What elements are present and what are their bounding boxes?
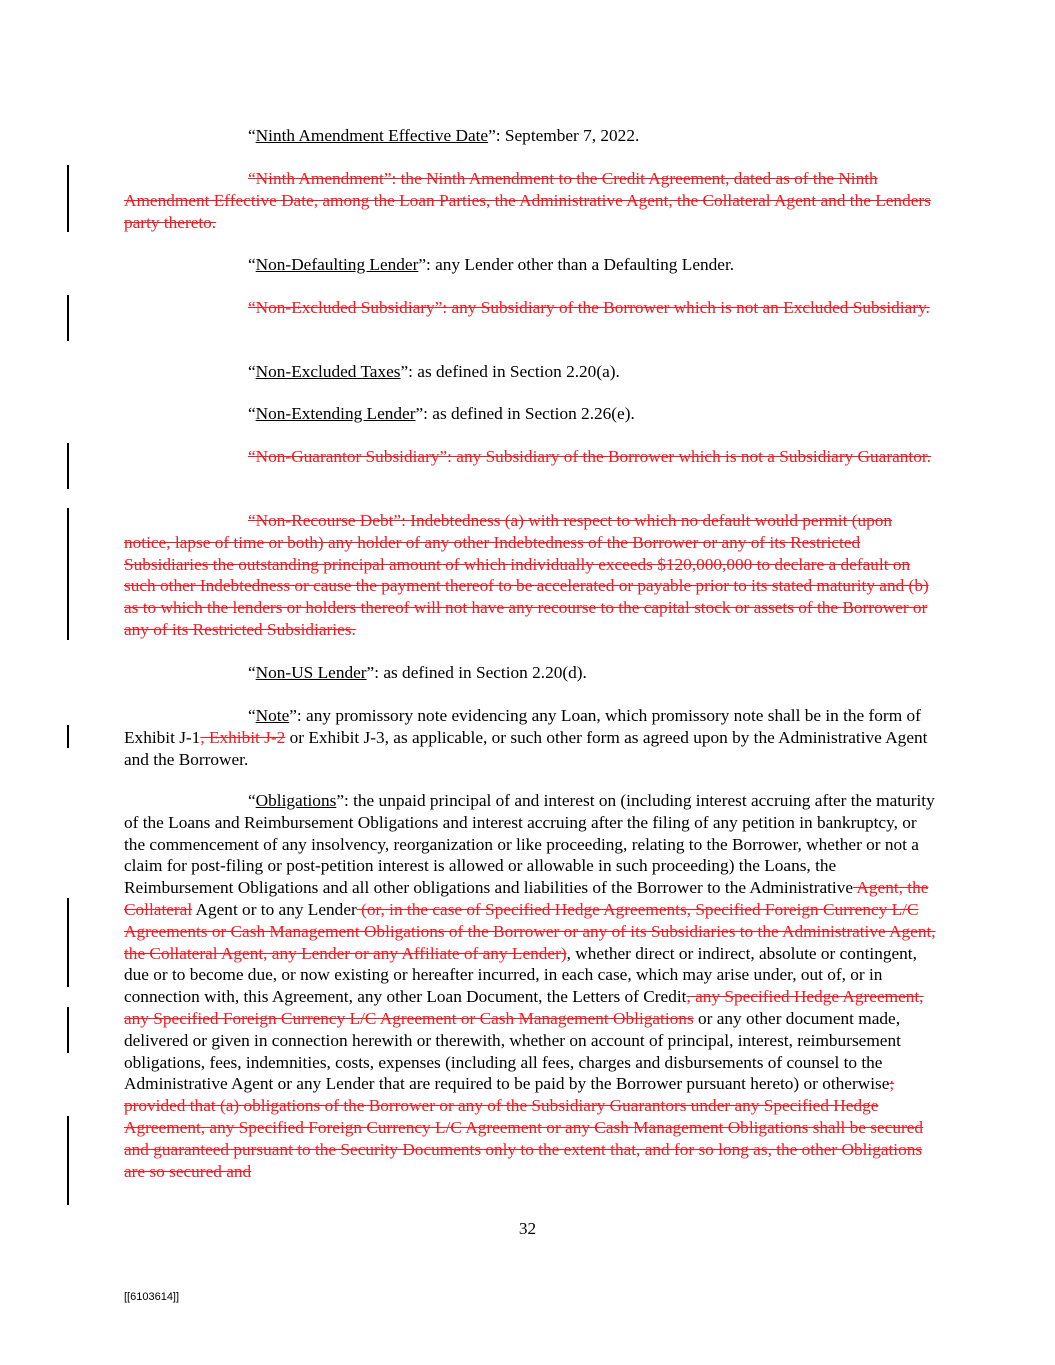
definition-non-excluded-subsidiary-deleted: “Non-Excluded Subsidiary”: any Subsidiary of the Borrower which is not an Excluded Subsidiary. — [248, 298, 930, 317]
deleted-text: , any Specified Hedge Agreement, any Specified Foreign Currency L/C Agreement or Cash Management Obligations — [124, 987, 924, 1028]
defined-term: Non-Excluded Subsidiary — [255, 298, 435, 317]
definition-text: ”: any promissory note evidencing any Loan, which promissory note shall be in the form of Exhibit J-1 — [124, 706, 921, 747]
definition-text: ”: as defined in Section 2.20(d). — [366, 663, 587, 682]
definition-text: or any other document made, delivered or given in connection herewith or therewith, whether on account of principal, interest, reimbursement obligations, fees, indemnities, costs, expenses (including all fees, charges and disbursements of counsel to the Administrative Agent or any Lender that are required to be paid by the Borrower pursuant hereto) or otherwise — [124, 1008, 901, 1094]
defined-term: Non-Recourse Debt — [255, 511, 394, 530]
defined-term: Non-Defaulting Lender — [255, 255, 419, 274]
defined-term: Obligations — [255, 791, 337, 810]
page-number: 32 — [518, 1219, 537, 1238]
definition-text: ”: the unpaid principal of and interest on (including interest accruing after the maturity of the Loans and Reimbursement Obligations and interest accruing after the filing of any petition in bankruptcy, or the commencement of any insolvency, reorganization or like proceeding, relating to the Borrower, whether or not a claim for post-filing or post-petition interest is allowed or allowable in such proceeding) the Loans, the Reimbursement Obligations and all other obligations and liabilities of the Borrower to the Administrative — [124, 791, 935, 898]
deleted-text: ; provided that (a) obligations of the Borrower or any of the Subsidiary Guarantors under any Specified Hedge Agreement, any Specified Foreign Currency L/C Agreement or any Cash Management Obligations shall be secured and guaranteed pursuant to the Security Documents only to the extent that, and for so long as, the other Obligations are so secured and — [124, 1074, 924, 1181]
change-bar — [67, 508, 69, 640]
deleted-text: , Exhibit J-2 — [200, 727, 286, 747]
change-bar — [67, 725, 69, 748]
defined-term: Non-Guarantor Subsidiary — [255, 447, 440, 466]
definition-text: ”: any Subsidiary of the Borrower which is not a Subsidiary Guarantor. — [439, 447, 931, 466]
definition-non-us-lender: “Non-US Lender”: as defined in Section 2.20(d). — [248, 663, 587, 682]
definition-non-recourse-debt-deleted: “Non-Recourse Debt”: Indebtedness (a) with respect to which no default would permit (upon notice, lapse of time or both) any holder of any other Indebtedness of the Borrower or any of its Restricted Subsidiaries the outstanding principal amount of which individually exceeds $120,000,000 to declare a default on such other Indebtedness or cause the payment thereof to be accelerated or payable prior to its stated maturity and (b) as to which the lenders or holders thereof will not have any recourse to the capital stock or assets of the Borrower or any of its Restricted Subsidiaries. — [124, 511, 929, 639]
definition-text: ”: any Lender other than a Defaulting Lender. — [418, 255, 735, 274]
definition-text: ”: as defined in Section 2.26(e). — [415, 404, 635, 423]
change-bar — [67, 295, 69, 341]
defined-term: Non-Extending Lender — [255, 404, 416, 423]
definition-non-excluded-taxes: “Non-Excluded Taxes”: as defined in Section 2.20(a). — [248, 362, 620, 381]
change-bar — [67, 898, 69, 987]
change-bar — [67, 1116, 69, 1205]
definition-non-guarantor-subsidiary-deleted: “Non-Guarantor Subsidiary”: any Subsidiary of the Borrower which is not a Subsidiary Guarantor. — [248, 447, 931, 466]
definition-text: ”: as defined in Section 2.20(a). — [400, 362, 620, 381]
definition-text: Agent or to any Lender — [192, 899, 357, 919]
definition-obligations: “Obligations”: the unpaid principal of and interest on (including interest accruing after the maturity of the Loans and Reimbursement Obligations and interest accruing after the filing of any petition in bankruptcy, or the commencement of any insolvency, reorganization or like proceeding, relating to the Borrower, whether or not a claim for post-filing or post-petition interest is allowed or allowable in such proceeding) the Loans, the Reimbursement Obligations and all other obligations and liabilities of the Borrower to the Administrative Agent, the Collateral Agent or to any Lender (or, in the case of Specified Hedge Agreements, Specified Foreign Currency L/C Agreements or Cash Management Obligations of the Borrower or any of its Subsidiaries to the Administrative Agent, the Collateral Agent, any Lender or any Affiliate of any Lender), whether direct or indirect, absolute or contingent, due or to become due, or now existing or hereafter incurred, in each case, which may arise under, out of, or in connection with, this Agreement, any other Loan Document, the Letters of Credit, any Specified Hedge Agreement, any Specified Foreign Currency L/C Agreement or Cash Management Obligations or any other document made, delivered or given in connection herewith or therewith, whether on account of principal, interest, reimbursement obligations, fees, indemnities, costs, expenses (including all fees, charges and disbursements of counsel to the Administrative Agent or any Lender that are required to be paid by the Borrower pursuant hereto) or otherwise; provided that (a) obligations of the Borrower or any of the Subsidiary Guarantors under any Specified Hedge Agreement, any Specified Foreign Currency L/C Agreement or any Cash Management Obligations shall be secured and guaranteed pursuant to the Security Documents only to the extent that, and for so long as, the other Obligations are so secured and — [124, 791, 936, 1181]
change-bar — [67, 443, 69, 489]
definition-non-extending-lender: “Non-Extending Lender”: as defined in Section 2.26(e). — [248, 404, 635, 423]
definition-text: or Exhibit J-3, as applicable, or such other form as agreed upon by the Administrative Agent and the Borrower. — [124, 727, 928, 769]
defined-term: Ninth Amendment Effective Date — [255, 126, 489, 145]
definition-non-defaulting-lender: “Non-Defaulting Lender”: any Lender other than a Defaulting Lender. — [248, 255, 735, 274]
defined-term: Non-Excluded Taxes — [255, 362, 401, 381]
change-bar — [67, 165, 69, 232]
definition-text: ”: the Ninth Amendment to the Credit Agreement, dated as of the Ninth Amendment Effective Date, among the Loan Parties, the Administrative Agent, the Collateral Agent and the Lenders party thereto. — [124, 169, 931, 232]
defined-term: Ninth Amendment — [255, 169, 384, 188]
definition-text: ”: any Subsidiary of the Borrower which is not an Excluded Subsidiary. — [434, 298, 930, 317]
defined-term: Non-US Lender — [255, 663, 367, 682]
definition-note: “Note”: any promissory note evidencing any Loan, which promissory note shall be in the form of Exhibit J-1, Exhibit J-2 or Exhibit J-3, as applicable, or such other form as agreed upon by the Administrative Agent and the Borrower. — [124, 706, 928, 769]
definition-text: ”: Indebtedness (a) with respect to which no default would permit (upon notice, lapse of time or both) any holder of any other Indebtedness of the Borrower or any of its Restricted Subsidiaries the outstanding principal amount of which individually exceeds $120,000,000 to declare a default on such other Indebtedness or cause the payment thereof to be accelerated or payable prior to its stated maturity and (b) as to which the lenders or holders thereof will not have any recourse to the capital stock or assets of the Borrower or any of its Restricted Subsidiaries. — [124, 511, 929, 639]
change-bar — [67, 1007, 69, 1053]
deleted-text: (or, in the case of Specified Hedge Agreements, Specified Foreign Currency L/C Agreements or Cash Management Obligations of the Borrower or any of its Subsidiaries to the Administrative Agent, the Collateral Agent, any Lender or any Affiliate of any Lender) — [124, 899, 936, 963]
definition-ninth-amendment-effective-date: “Ninth Amendment Effective Date”: September 7, 2022. — [248, 126, 640, 145]
definition-text: , whether direct or indirect, absolute or contingent, due or to become due, or now existing or hereafter incurred, in each case, which may arise under, out of, or in connection with, this Agreement, any other Loan Document, the Letters of Credit — [124, 943, 917, 1007]
defined-term: Note — [255, 706, 290, 725]
definition-text: ”: September 7, 2022. — [488, 126, 640, 145]
definition-ninth-amendment-deleted: “Ninth Amendment”: the Ninth Amendment to the Credit Agreement, dated as of the Ninth Amendment Effective Date, among the Loan Parties, the Administrative Agent, the Collateral Agent and the Lenders party thereto. — [124, 169, 931, 232]
deleted-text: Agent, the Collateral — [124, 878, 929, 919]
document-id: [[6103614]] — [124, 1291, 180, 1303]
